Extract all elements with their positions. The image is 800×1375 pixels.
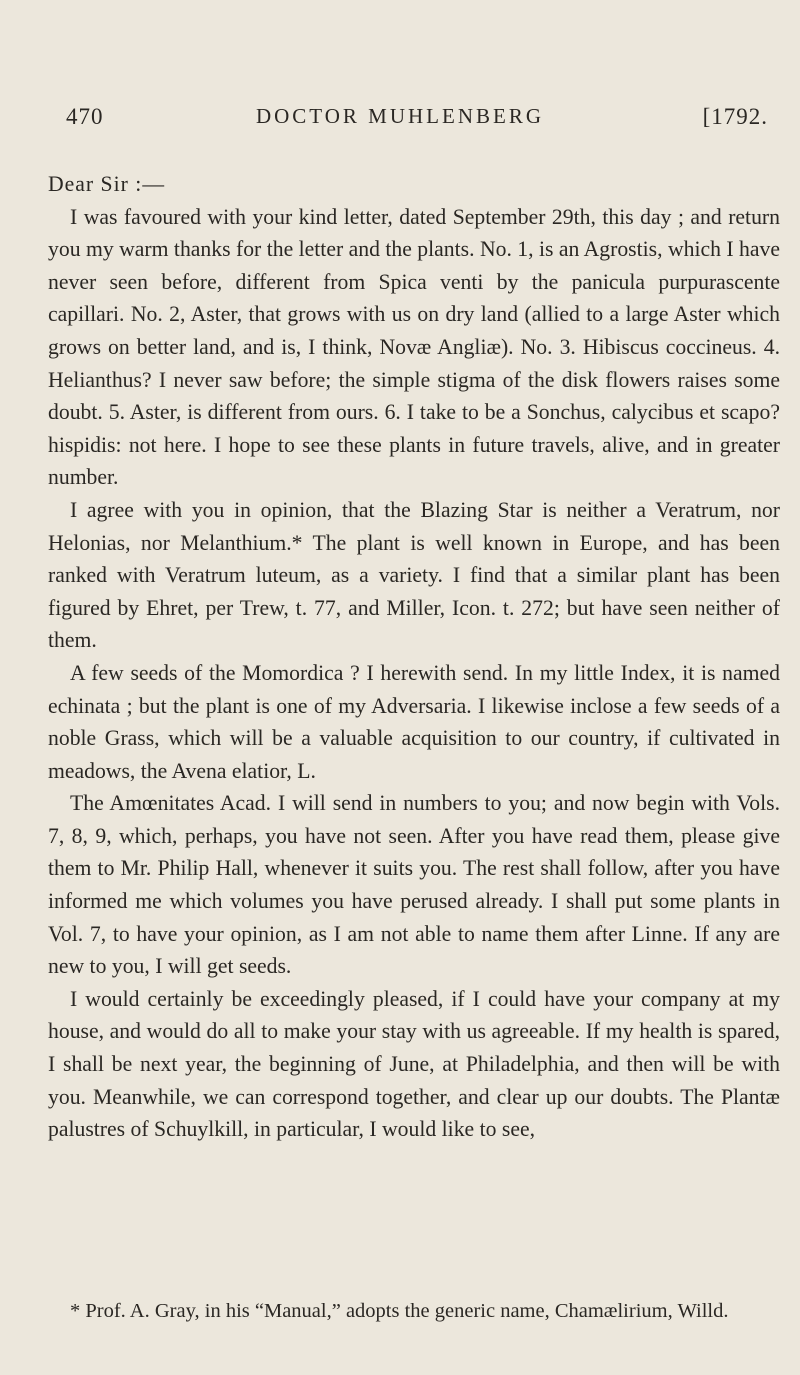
footnote: * Prof. A. Gray, in his “Manual,” adopts the generic name, Chamælirium, Willd. — [70, 1300, 729, 1322]
running-title: DOCTOR MUHLENBERG — [255, 104, 545, 128]
paragraph-1: I was favoured with your kind letter, dated September 29th, this day ; and return you my warm thanks for the letter and the plants. No. 1, is an Agrostis, which I have never seen before, different from Spica venti by the panicula purpurascente capillari. No. 2, Aster, that grows with us on dry land (allied to a large Aster which grows on better land, and is, I think, Novæ Angliæ). No. 3. Hibiscus coccineus. 4. Helianthus? I never saw before; the simple stigma of the disk flowers raises some doubt. 5. Aster, is different from ours. 6. I take to be a Sonchus, calycibus et scapo? hispidis: not here. I hope to see these plants in future travels, alive, and in greater number. — [48, 204, 780, 490]
running-year: [1792. — [702, 104, 768, 129]
paragraph-2: I agree with you in opinion, that the Blazing Star is neither a Veratrum, nor Helonias, nor Melanthium.* The plant is well known in Europe, and has been ranked with Veratrum luteum, as a variety. I find that a similar plant has been figured by Ehret, per Trew, t. 77, and Miller, Icon. t. 272; but have seen neither of them. — [48, 497, 780, 653]
running-head — [32, 104, 768, 138]
page-number: 470 — [66, 104, 104, 129]
paragraph-4: The Amœnitates Acad. I will send in numbers to you; and now begin with Vols. 7, 8, 9, which, perhaps, you have not seen. After you have read them, please give them to Mr. Philip Hall, whenever it suits you. The rest shall follow, after you have informed me which volumes you have perused already. I shall put some plants in Vol. 7, to have your opinion, as I am not able to name them after Linne. If any are new to you, I will get seeds. — [48, 791, 780, 979]
paragraph-3: A few seeds of the Momordica ? I herewith send. In my little Index, it is named echinata ; but the plant is one of my Adversaria. I likewise inclose a few seeds of a noble Grass, which will be a valuable acquisition to our country, if cultivated in meadows, the Avena elatior, L. — [48, 660, 780, 783]
salutation: Dear Sir :— — [48, 172, 166, 196]
paragraph-5: I would certainly be exceedingly pleased, if I could have your company at my house, and would do all to make your stay with us agreeable. If my health is spared, I shall be next year, the beginning of June, at Philadelphia, and then will be with you. Meanwhile, we can correspond together, and clear up our doubts. The Plantæ palustres of Schuylkill, in particular, I would like to see, — [48, 986, 780, 1142]
letter-body — [48, 168, 780, 1146]
